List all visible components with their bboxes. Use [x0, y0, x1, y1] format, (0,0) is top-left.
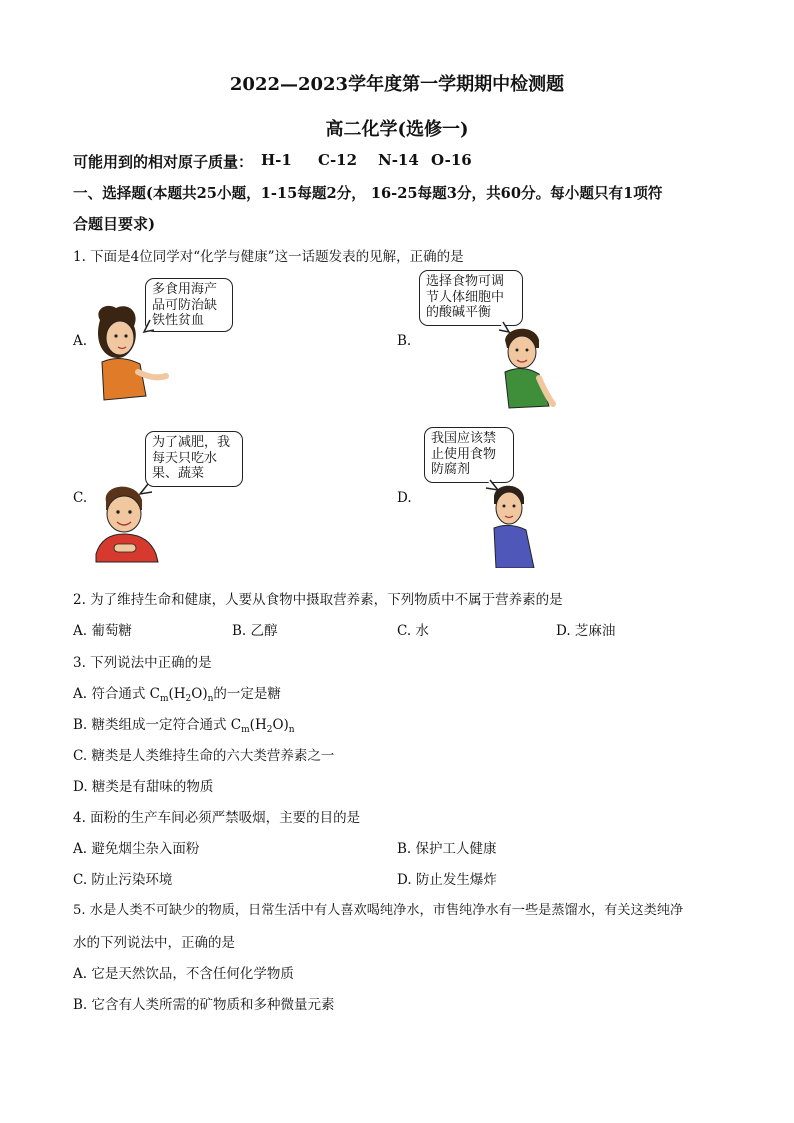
q5-option-b: B. 它含有人类所需的矿物质和多种微量元素	[73, 997, 335, 1013]
q2-option-c: C. 水	[397, 623, 429, 639]
boy-red-shirt-icon	[92, 478, 164, 564]
question-5-stem-cont: 水的下列说法中，正确的是	[73, 935, 235, 951]
question-3-stem: 3. 下列说法中正确的是	[73, 655, 212, 671]
girl-figure-icon	[88, 300, 183, 410]
atomic-mass-h: H-1	[261, 151, 292, 169]
q1-option-b-letter: B.	[397, 333, 412, 349]
q2-option-d: D. 芝麻油	[556, 623, 616, 639]
page-subtitle: 高二化学(选修一)	[325, 119, 469, 140]
atomic-mass-c: C-12	[318, 151, 358, 169]
atomic-mass-label: 可能用到的相对原子质量：	[73, 153, 254, 171]
q1-option-c-speech: 为了减肥，我每天只吃水果、蔬菜	[145, 431, 243, 487]
question-5-stem: 5. 水是人类不可缺少的物质，日常生活中有人喜欢喝纯净水，市售纯净水有一些是蒸馏水，有关这类纯净	[73, 903, 684, 918]
q4-option-c: C. 防止污染环境	[73, 872, 173, 888]
section-heading-cont: 合题目要求)	[73, 215, 156, 233]
question-2-stem: 2. 为了维持生命和健康，人要从食物中摄取营养素，下列物质中不属于营养素的是	[73, 592, 563, 608]
q5-option-a: A. 它是天然饮品，不含任何化学物质	[73, 966, 294, 982]
q1-option-a-speech: 多食用海产品可防治缺铁性贫血	[145, 278, 233, 332]
q4-option-d: D. 防止发生爆炸	[397, 872, 497, 888]
q2-option-a: A. 葡萄糖	[73, 623, 132, 639]
q1-option-c-letter: C.	[73, 490, 88, 506]
q4-option-a: A. 避免烟尘杂入面粉	[73, 841, 200, 857]
q4-option-b: B. 保护工人健康	[397, 841, 497, 857]
q2-option-b: B. 乙醇	[232, 623, 278, 639]
q3-option-c: C. 糖类是人类维持生命的六大类营养素之一	[73, 748, 335, 764]
section-heading: 一、选择题(本题共25小题，1-15每题2分， 16-25每题3分，共60分。每小题只有1项符	[73, 185, 663, 202]
boy-green-shirt-icon	[495, 318, 565, 410]
atomic-mass-o: O-16	[431, 151, 472, 169]
q1-option-a-letter: A.	[73, 333, 88, 349]
q3-option-d: D. 糖类是有甜味的物质	[73, 779, 214, 795]
q1-option-d-letter: D.	[397, 490, 412, 506]
question-1-stem: 1. 下面是4位同学对“化学与健康”这一话题发表的见解，正确的是	[73, 249, 464, 265]
question-4-stem: 4. 面粉的生产车间必须严禁吸烟，主要的目的是	[73, 810, 361, 826]
q1-option-d-speech: 我国应该禁止使用食物防腐剂	[424, 427, 514, 483]
q3-option-b: B. 糖类组成一定符合通式 $C_m(H_2O)_n$	[73, 717, 295, 735]
boy-blue-shirt-icon	[478, 476, 550, 568]
page-title: 2022—2023学年度第一学期期中检测题	[229, 74, 565, 95]
q3-option-a: A. 符合通式 $C_m(H_2O)_n$的一定是糖	[73, 686, 281, 704]
q1-option-b-speech: 选择食物可调节人体细胞中的酸碱平衡	[419, 270, 523, 326]
atomic-mass-n: N-14	[378, 151, 419, 169]
